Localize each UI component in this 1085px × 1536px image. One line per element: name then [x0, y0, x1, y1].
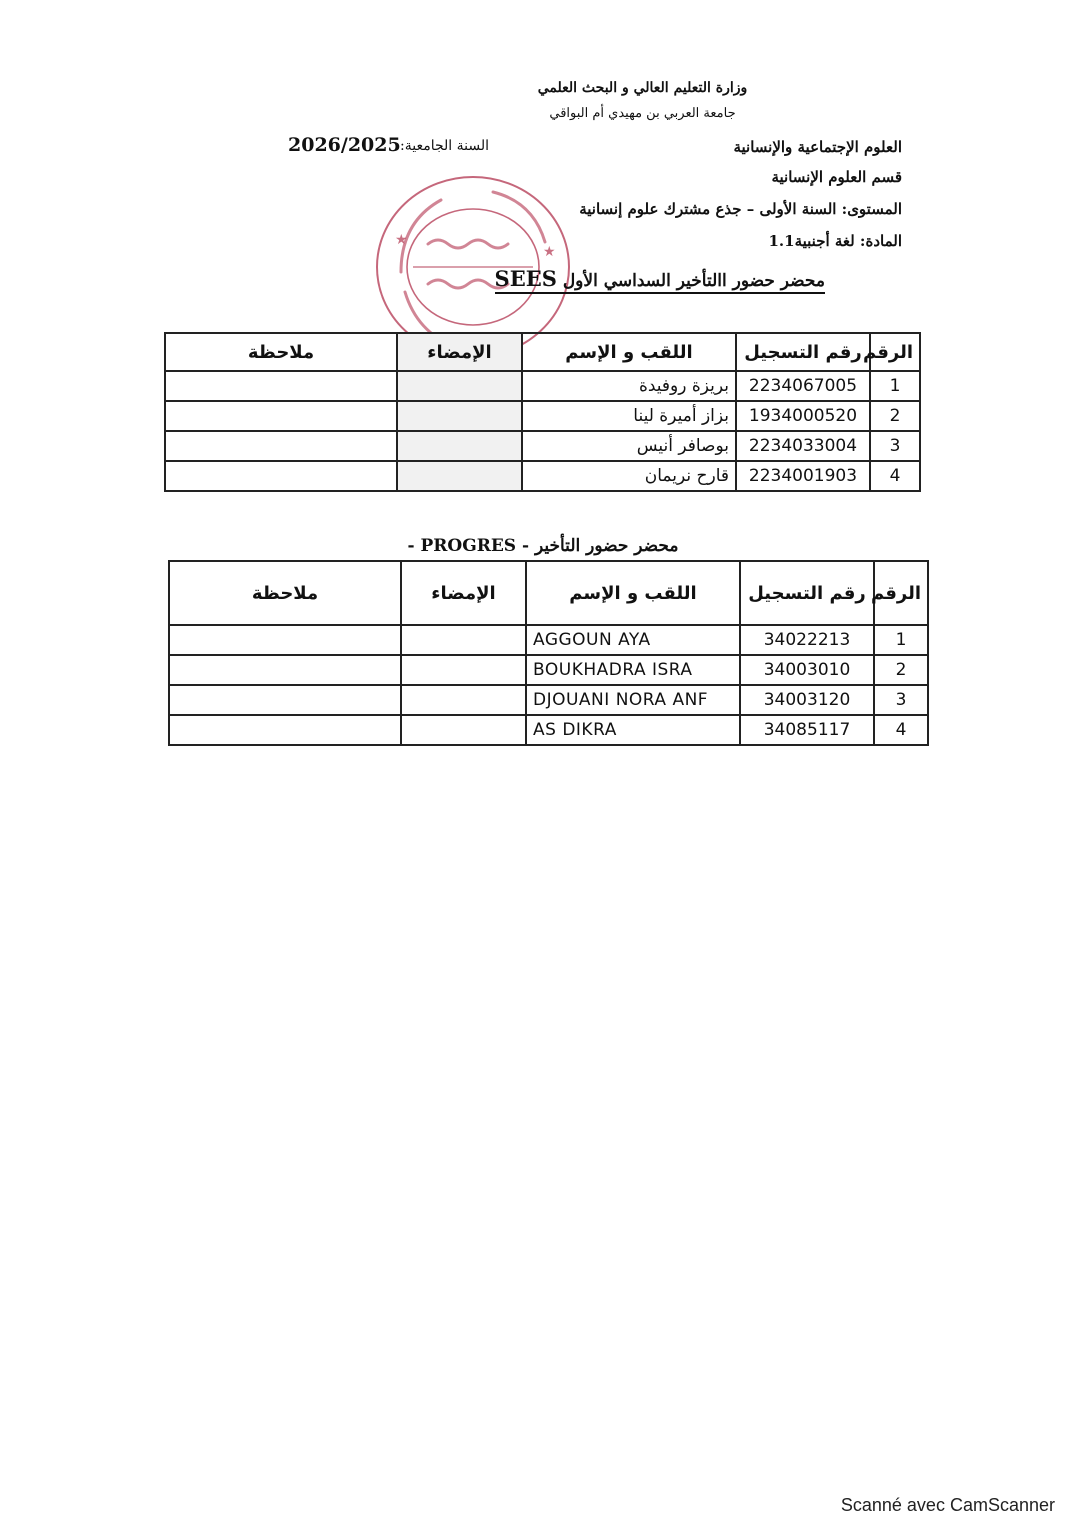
- attendance-table-sees: [164, 332, 921, 492]
- registration-number: 34022213: [740, 625, 874, 655]
- student-name: DJOUANI NORA ANF: [526, 685, 740, 715]
- col-header-reg: رقم التسجيل: [736, 333, 870, 371]
- note-cell[interactable]: [165, 461, 397, 491]
- level-line: المستوى: السنة الأولى – جذع مشترك علوم إنسانية: [579, 200, 902, 218]
- registration-number: 2234067005: [736, 371, 870, 401]
- col-header-name: اللقب و الإسم: [522, 333, 736, 371]
- col-header-note: ملاحظة: [169, 561, 401, 625]
- academic-year-label: السنة الجامعية:: [400, 138, 489, 154]
- student-name: BOUKHADRA ISRA: [526, 655, 740, 685]
- table-row: [169, 715, 928, 745]
- table-row: [165, 371, 920, 401]
- note-cell[interactable]: [169, 685, 401, 715]
- subject-line: المادة: لغة أجنبية1.1: [768, 232, 902, 250]
- section1-title: [495, 266, 825, 294]
- signature-cell[interactable]: [401, 655, 526, 685]
- signature-cell[interactable]: [397, 371, 522, 401]
- registration-number: 2234033004: [736, 431, 870, 461]
- ministry-heading: وزارة التعليم العالي و البحث العلمي: [537, 80, 748, 96]
- table-row: [169, 685, 928, 715]
- scanner-watermark: Scanné avec CamScanner: [840, 1495, 1055, 1515]
- table-row: [165, 431, 920, 461]
- signature-cell[interactable]: [401, 715, 526, 745]
- note-cell[interactable]: [169, 655, 401, 685]
- signature-cell[interactable]: [401, 685, 526, 715]
- row-number: 1: [870, 371, 920, 401]
- col-header-sign: الإمضاء: [397, 333, 522, 371]
- student-name: قارح نريمان: [522, 461, 736, 491]
- student-name: بوصافر أنيس: [522, 431, 736, 461]
- row-number: 1: [874, 625, 928, 655]
- svg-text:★: ★: [395, 232, 408, 248]
- table-row: [169, 655, 928, 685]
- registration-number: 2234001903: [736, 461, 870, 491]
- table-header-row: [165, 333, 920, 371]
- row-number: 2: [874, 655, 928, 685]
- note-cell[interactable]: [165, 431, 397, 461]
- section2-title: محضر حضور التأخير - PROGRES -: [407, 536, 679, 556]
- academic-year-value: 2026/2025: [288, 134, 401, 156]
- col-header-reg: رقم التسجيل: [740, 561, 874, 625]
- svg-text:★: ★: [543, 244, 556, 260]
- note-cell[interactable]: [165, 401, 397, 431]
- row-number: 2: [870, 401, 920, 431]
- row-number: 3: [870, 431, 920, 461]
- table-header-row: [169, 561, 928, 625]
- row-number: 4: [874, 715, 928, 745]
- signature-cell[interactable]: [397, 431, 522, 461]
- note-cell[interactable]: [169, 715, 401, 745]
- registration-number: 34003120: [740, 685, 874, 715]
- student-name: بريزة روفيدة: [522, 371, 736, 401]
- faculty-name: العلوم الإجتماعية والإنسانية: [733, 138, 902, 156]
- registration-number: 1934000520: [736, 401, 870, 431]
- signature-cell[interactable]: [397, 461, 522, 491]
- student-name: AGGOUN AYA: [526, 625, 740, 655]
- table-row: [165, 461, 920, 491]
- student-name: بزاز أميرة لينا: [522, 401, 736, 431]
- row-number: 3: [874, 685, 928, 715]
- col-header-sign: الإمضاء: [401, 561, 526, 625]
- col-header-name: اللقب و الإسم: [526, 561, 740, 625]
- table-row: [165, 401, 920, 431]
- row-number: 4: [870, 461, 920, 491]
- signature-cell[interactable]: [397, 401, 522, 431]
- col-header-num: الرقم: [874, 561, 928, 625]
- section1-title-text: محضر حضور االتأخير السداسي الأول: [562, 271, 825, 291]
- note-cell[interactable]: [165, 371, 397, 401]
- student-name: AS DIKRA: [526, 715, 740, 745]
- table-row: [169, 625, 928, 655]
- registration-number: 34085117: [740, 715, 874, 745]
- attendance-table-progres: [168, 560, 929, 746]
- university-name: جامعة العربي بن مهيدي أم البواقي: [549, 106, 736, 121]
- signature-cell[interactable]: [401, 625, 526, 655]
- department-name: قسم العلوم الإنسانية: [771, 168, 902, 186]
- col-header-note: ملاحظة: [165, 333, 397, 371]
- col-header-num: الرقم: [870, 333, 920, 371]
- section1-title-tag: SEES: [494, 266, 557, 291]
- note-cell[interactable]: [169, 625, 401, 655]
- registration-number: 34003010: [740, 655, 874, 685]
